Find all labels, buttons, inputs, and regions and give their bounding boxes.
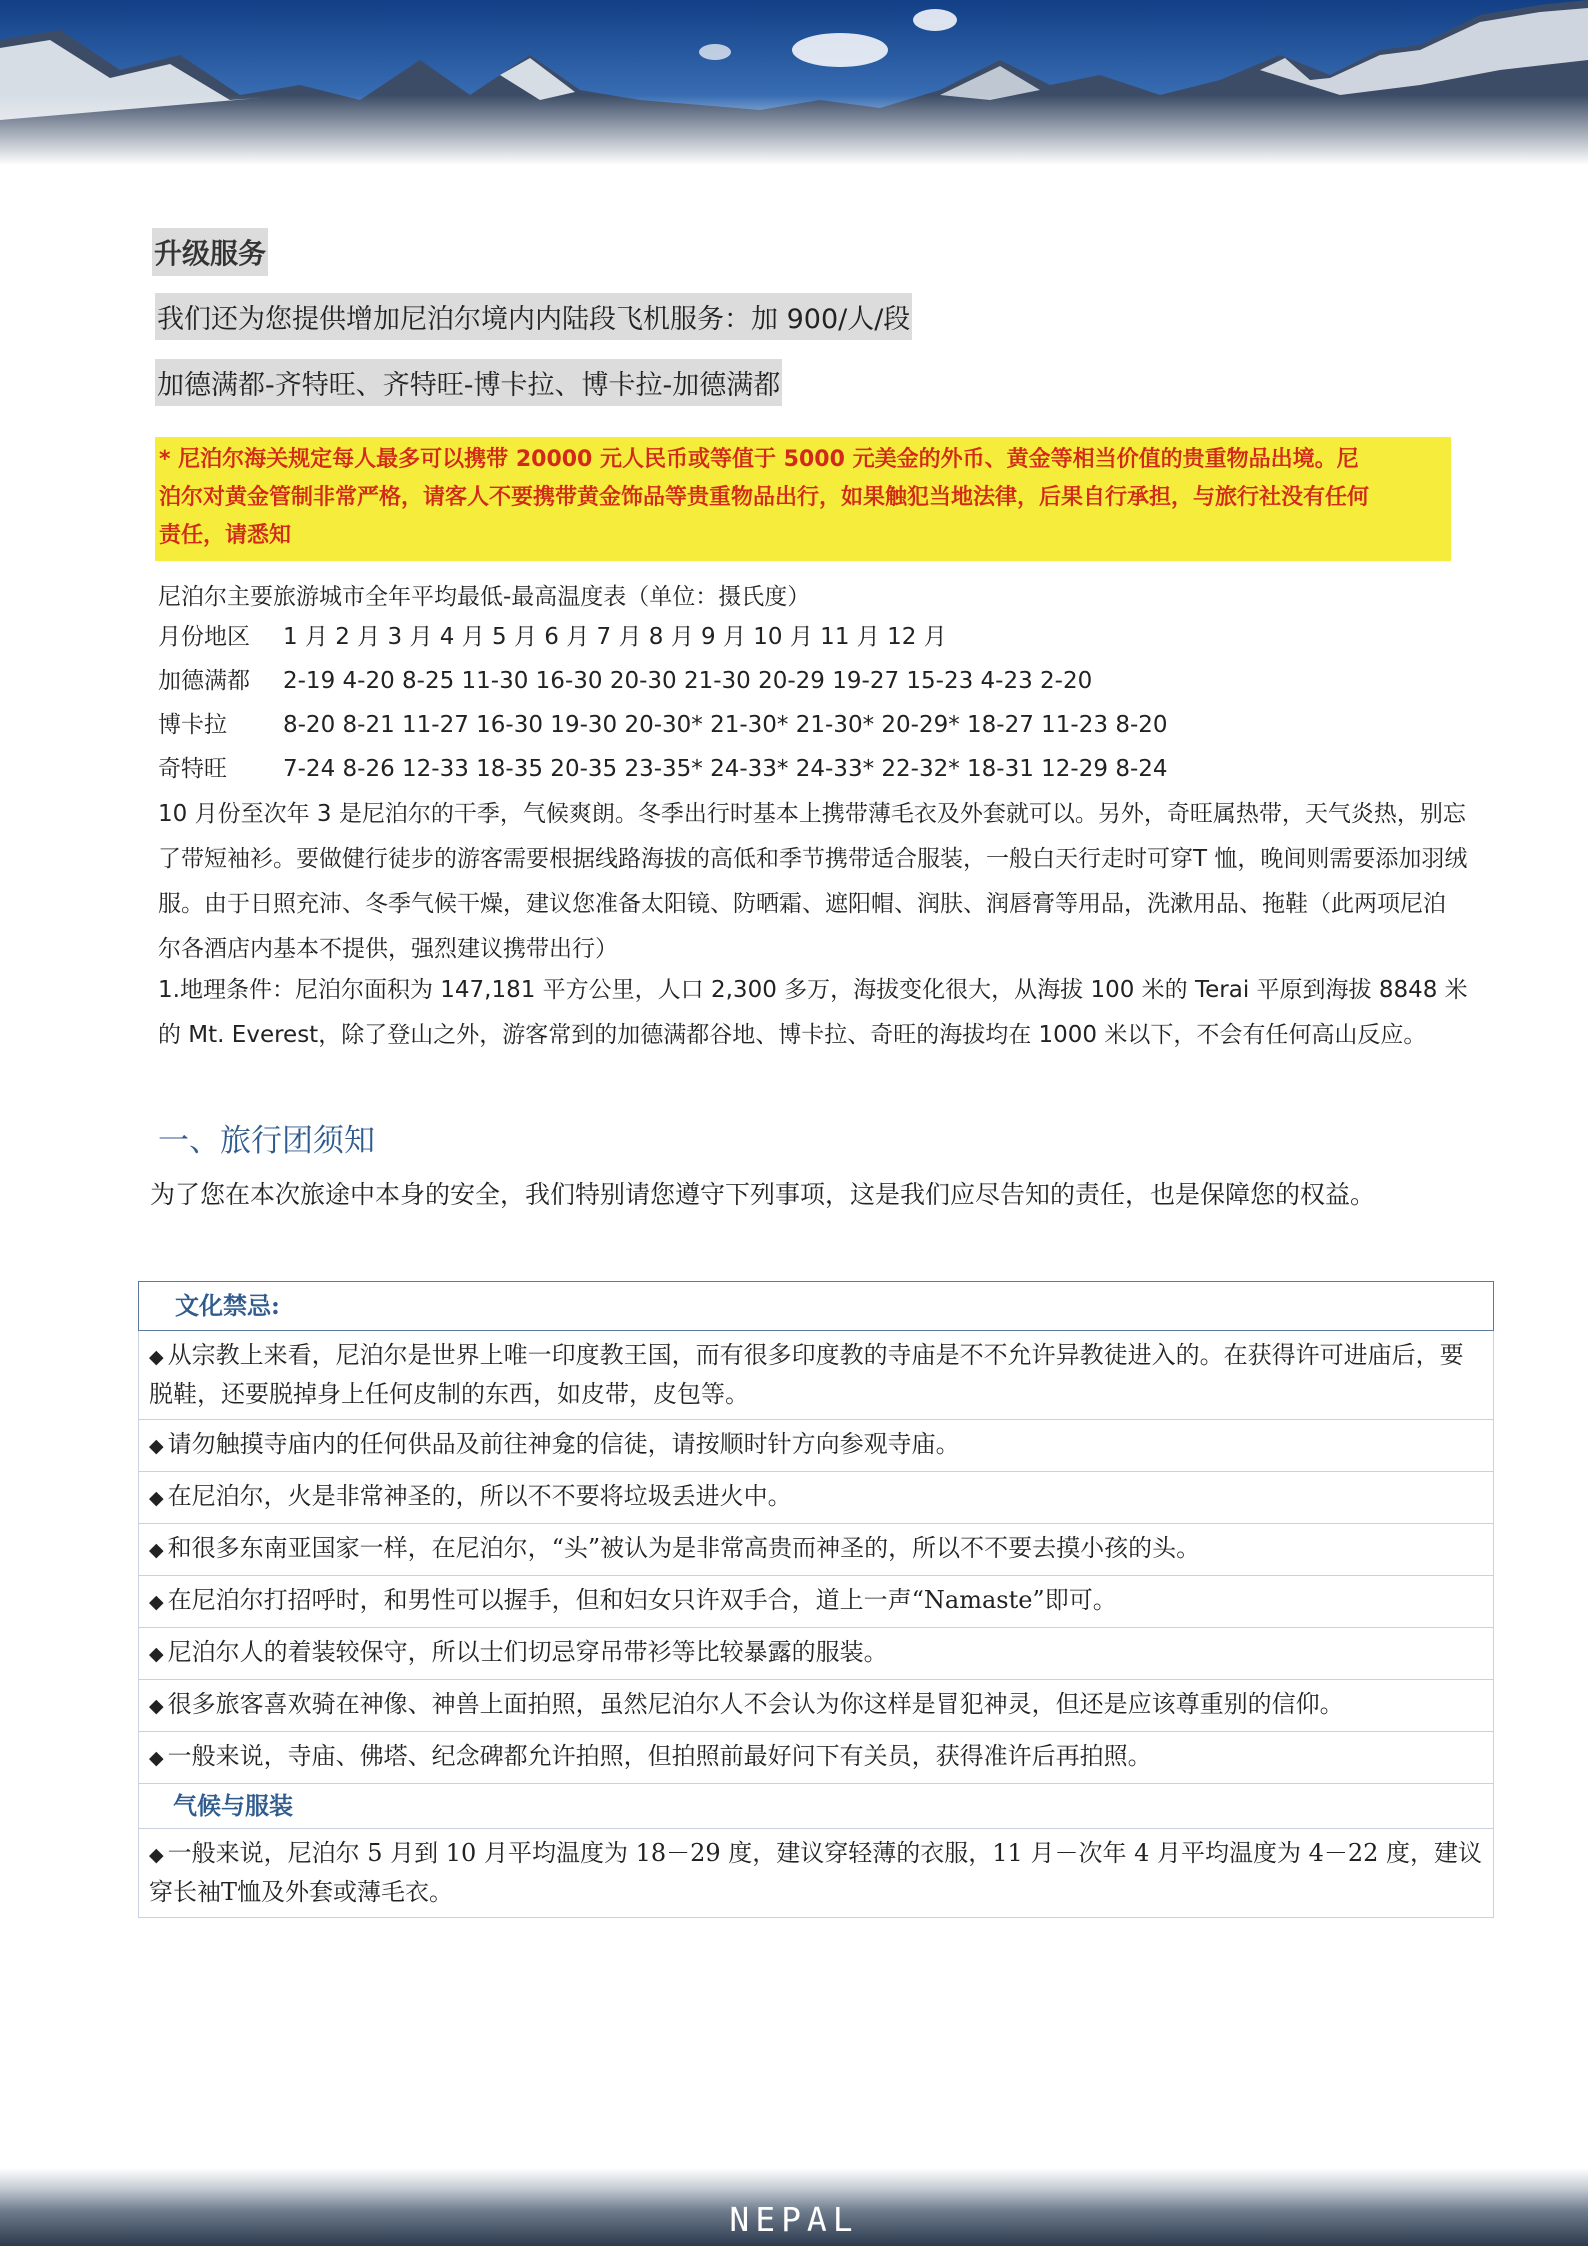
climate-clothing-title: 气候与服装 (138, 1784, 1494, 1829)
temperature-row-kathmandu (158, 662, 1092, 695)
rule-text: 请勿触摸寺庙内的任何供品及前往神龛的信徒，请按顺时针方向参观寺庙。 (167, 1430, 960, 1458)
rule-text: 在尼泊尔，火是非常神圣的，所以不不要将垃圾丢进火中。 (167, 1482, 792, 1510)
rule-item (138, 1524, 1494, 1576)
diamond-bullet-icon: ◆ (149, 1435, 164, 1457)
notice-line: 责任，请悉知 (159, 523, 292, 548)
upgrade-flight-routes: 加德满都-齐特旺、齐特旺-博卡拉、博卡拉-加德满都 (155, 359, 782, 406)
rule-item (138, 1732, 1494, 1784)
temperature-row-chitwan (158, 750, 1168, 783)
diamond-bullet-icon: ◆ (149, 1643, 164, 1665)
rule-item (138, 1628, 1494, 1680)
temperature-header-row (158, 618, 947, 651)
diamond-bullet-icon: ◆ (149, 1591, 164, 1613)
diamond-bullet-icon: ◆ (149, 1695, 164, 1717)
section-intro: 为了您在本次旅途中本身的安全，我们特别请您遵守下列事项，这是我们应尽告知的责任，也是保障您的权益。 (150, 1180, 1376, 1209)
temperature-row-values: 2-19 4-20 8-25 11-30 16-30 20-30 21-30 20-29 19-27 15-23 4-23 2-20 (283, 668, 1093, 694)
diamond-bullet-icon: ◆ (149, 1346, 164, 1368)
rule-text: 一般来说，寺庙、佛塔、纪念碑都允许拍照，但拍照前最好问下有关员，获得准许后再拍照。 (167, 1742, 1152, 1770)
rule-text: 一般来说，尼泊尔 5 月到 10 月平均温度为 18－29 度，建议穿轻薄的衣服，11 月－次年 4 月平均温度为 4－22 度，建议穿长袖T恤及外套或薄毛衣。 (149, 1839, 1483, 1906)
temperature-row-pokhara (158, 706, 1168, 739)
notice-line: * 尼泊尔海关规定每人最多可以携带 20000 元人民币或等值于 5000 元美金的外币、黄金等相当价值的贵重物品出境。尼 (159, 447, 1359, 472)
temperature-row-values: 7-24 8-26 12-33 18-35 20-35 23-35* 24-33* 24-33* 22-32* 18-31 12-29 8-24 (283, 756, 1168, 782)
temperature-caption: 尼泊尔主要旅游城市全年平均最低-最高温度表（单位：摄氏度） (158, 584, 811, 610)
footer-title: NEPAL (729, 2200, 859, 2239)
temperature-row-values: 8-20 8-21 11-27 16-30 19-30 20-30* 21-30* 21-30* 20-29* 18-27 11-23 8-20 (283, 712, 1168, 738)
temperature-row-label: 加德满都 (158, 668, 250, 694)
travel-rules-table (138, 1281, 1494, 1918)
upgrade-title: 升级服务 (152, 228, 268, 276)
rule-item (138, 1472, 1494, 1524)
diamond-bullet-icon: ◆ (149, 1844, 164, 1866)
rule-text: 尼泊尔人的着装较保守，所以士们切忌穿吊带衫等比较暴露的服装。 (167, 1638, 888, 1666)
rule-text: 在尼泊尔打招呼时，和男性可以握手，但和妇女只许双手合，道上一声“Namaste”即可。 (167, 1586, 1117, 1614)
temperature-row-values: 1 月 2 月 3 月 4 月 5 月 6 月 7 月 8 月 9 月 10 月 11 月 12 月 (283, 624, 947, 650)
notice-line: 泊尔对黄金管制非常严格，请客人不要携带黄金饰品等贵重物品出行，如果触犯当地法律，后果自行承担，与旅行社没有任何 (159, 485, 1370, 510)
diamond-bullet-icon: ◆ (149, 1747, 164, 1769)
rule-item (138, 1680, 1494, 1732)
upgrade-flight-price: 我们还为您提供增加尼泊尔境内内陆段飞机服务：加 900/人/段 (155, 293, 912, 340)
diamond-bullet-icon: ◆ (149, 1539, 164, 1561)
rule-item (138, 1420, 1494, 1472)
season-clothing-paragraph: 10 月份至次年 3 是尼泊尔的干季，气候爽朗。冬季出行时基本上携带薄毛衣及外套就可以。另外，奇旺属热带，天气炎热，别忘了带短袖衫。要做健行徒步的游客需要根据线路海拔的高低和季节携带适合服装，一般白天行走时可穿T 恤，晚间则需要添加羽绒服。由于日照充沛、冬季气候干燥，建议您准备太阳镜、防晒霜、遮阳帽、润肤、润唇膏等用品，洗漱用品、拖鞋（此两项尼泊尔各酒店内基本不提供，强烈建议携带出行） (158, 801, 1468, 962)
mountain-banner (0, 0, 1588, 165)
temperature-row-label: 月份地区 (158, 624, 250, 650)
rule-item (138, 1576, 1494, 1628)
diamond-bullet-icon: ◆ (149, 1487, 164, 1509)
rule-text: 从宗教上来看，尼泊尔是世界上唯一印度教王国，而有很多印度教的寺庙是不不允许异教徒进入的。在获得许可进庙后，要脱鞋，还要脱掉身上任何皮制的东西，如皮带，皮包等。 (149, 1341, 1464, 1408)
rule-item (138, 1829, 1494, 1918)
rule-text: 很多旅客喜欢骑在神像、神兽上面拍照，虽然尼泊尔人不会认为你这样是冒犯神灵，但还是应该尊重别的信仰。 (167, 1690, 1344, 1718)
customs-notice (155, 437, 1451, 561)
geography-paragraph: 1.地理条件：尼泊尔面积为 147,181 平方公里，人口 2,300 多万，海拔变化很大，从海拔 100 米的 Terai 平原到海拔 8848 米的 Mt. Everest，除了登山之外，游客常到的加德满都谷地、博卡拉、奇旺的海拔均在 1000 米以下，不会有任何高山反应。 (158, 977, 1468, 1048)
rule-text: 和很多东南亚国家一样，在尼泊尔，“头”被认为是非常高贵而神圣的，所以不不要去摸小孩的头。 (167, 1534, 1201, 1562)
culture-taboo-title: 文化禁忌: (138, 1282, 1494, 1331)
section-heading: 一、旅行团须知 (158, 1123, 375, 1159)
temperature-row-label: 博卡拉 (158, 712, 227, 738)
rule-item (138, 1331, 1494, 1420)
temperature-row-label: 奇特旺 (158, 756, 227, 782)
